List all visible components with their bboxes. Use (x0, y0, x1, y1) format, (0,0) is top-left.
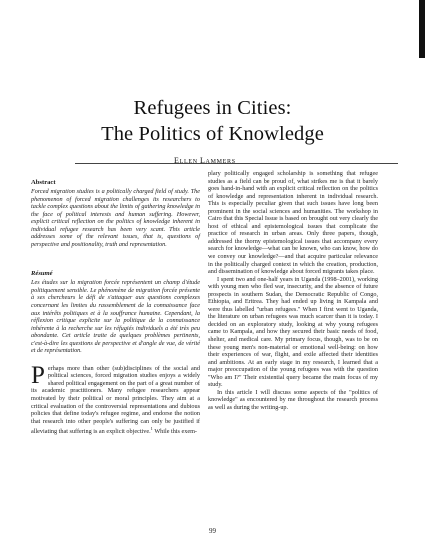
body-paragraph-2: I spent two and one-half years in Uganda (1998–2001), working with young men who fled war, insecurity, and the absence of future prospects in southern Sudan, the Democratic Republic of Congo, Ethiopia, and Eritrea. They had ended up living in Kampala and were thus labelled "urban refugees." When I first went to Uganda, the literature on urban refugees was much scarcer than it is today. I decided on an exploratory study, looking at why young refugees came to Kampala, and how they secured their basic needs of food, shelter, and medical care. My primary focus, though, was to be on these young men's non-material or emotional well-being: on how their experiences of war, flight, and exile affected their identities and ambitions. At an early stage in my research, I learned that a major preoccupation of the young refugees was with the question "Who am I?" Their existential query became the main focus of my study. (208, 275, 378, 389)
article-title-line2: The Politics of Knowledge (101, 123, 324, 145)
intro-text-after: While this exem- (152, 428, 197, 436)
resume-heading: Résumé (31, 270, 53, 278)
author-last-rest: AMMERS (205, 159, 236, 165)
author-first-initial: E (174, 156, 180, 165)
author-first-rest: LLEN (179, 159, 198, 165)
corner-bar (419, 0, 425, 58)
body-paragraph-1: plary politically engaged scholarship is something that refugee studies as a field can be proud of, what strikes me is that it barely goes hand-in-hand with an explicit critical reflection on the politics of knowledge and representation inherent in individual research. This is especially peculiar given that such issues have long been prominent in the social sciences and humanities. The workshop in Cairo that this Special Issue is based on brought out very clearly the host of ethical and epistemological issues that complicate the practice of research in urban areas. Only three papers, though, addressed the thorny epistemological issues that accompany every search for knowledge—what can be known, who can know, how do we convey our knowledge?—and that acquire particular relevance in the politically charged context in which the creation, production, and dissemination of knowledge about forced migrants takes place. (208, 170, 378, 276)
left-column (31, 179, 200, 436)
article-title-line1: Refugees in Cities: (133, 97, 292, 119)
intro-paragraph (31, 361, 200, 436)
title-rule (75, 163, 398, 164)
abstract-text: Forced migration studies is a politically charged field of study. The phenomenon of forced migration challenges its researchers to tackle complex questions about the limits of gathering knowledge in the face of political interests and human suffering. However, explicit critical reflection on the politics of knowledge inherent in individual refugee research has been very scant. This article addresses some of the relevant issues, that is, questions of perspective and positionality, truth and representation. (31, 188, 200, 248)
body-paragraph-3: In this article I will discuss some aspects of the "politics of knowledge" as encountered by me throughout the research process as well as during the writing-up. (208, 388, 378, 411)
resume-text: Les études sur la migration forcée représentent un champ d'étude politiquement sensible. Le phénomène de migration forcée présente à ses chercheurs le défi de s'attaquer aux questions complexes concernant les limites du rassemblement de la connaissance face aux intérêts politiques et à la souffrance humaine. Cependant, la réflexion critique explicite sur la politique de la connaissance inhérente à la recherche sur les réfugiés individuels a été très peu abondante. Cet article traite de quelques problèmes pertinents, c'est-à-dire les questions de perspective et d'angle de vue, de vérité et de représentation. (31, 279, 200, 355)
right-column (208, 170, 378, 412)
drop-cap: P (31, 361, 45, 389)
page-number: 99 (209, 527, 216, 535)
abstract-heading: Abstract (31, 179, 56, 186)
footnote-mark: 1 (150, 426, 153, 432)
author-last-initial: L (199, 156, 206, 165)
intro-text: erhaps more than other (sub)disciplines of the social and political sciences, forced migration studies enjoys a widely shared political engagement on the part of a great number of its academic practitioners. Many refugee researchers appear motivated by their political or moral principles. They aim at a critical evaluation of the controversial representations and dubious policies that define today's refugee regime, and endorse the notion that research into other people's suffering can only be justified if alleviating that suffering is an explicit objective. (31, 364, 200, 436)
